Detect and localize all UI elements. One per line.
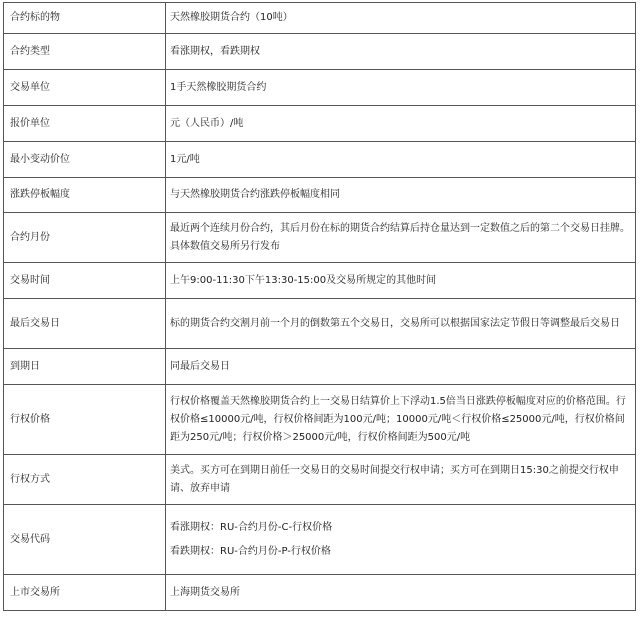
table-row (4, 455, 636, 505)
row-value: 1手天然橡胶期货合约 (166, 70, 636, 106)
row-label: 上市交易所 (4, 575, 166, 611)
table-row (4, 106, 636, 142)
row-label: 交易时间 (4, 263, 166, 299)
table-row (4, 299, 636, 349)
row-label: 合约月份 (4, 213, 166, 263)
row-label: 合约标的物 (4, 3, 166, 34)
table-row (4, 263, 636, 299)
row-label: 涨跌停板幅度 (4, 178, 166, 213)
row-label: 最后交易日 (4, 299, 166, 349)
table-row (4, 178, 636, 213)
row-value: 元（人民币）/吨 (166, 106, 636, 142)
contract-spec-table (3, 2, 636, 611)
row-value: 行权价格覆盖天然橡胶期货合约上一交易日结算价上下浮动1.5倍当日涨跌停板幅度对应的价格范围。行权价格≤10000元/吨，行权价格间距为100元/吨；10000元/吨＜行权价格≤25000元/吨，行权价格间距为250元/吨；行权价格＞25000元/吨，行权价格间距为500元/吨 (166, 385, 636, 455)
row-value: 上午9:00-11:30下午13:30-15:00及交易所规定的其他时间 (166, 263, 636, 299)
row-label: 交易单位 (4, 70, 166, 106)
table-row (4, 70, 636, 106)
table-row (4, 3, 636, 34)
row-value: 看涨期权，看跌期权 (166, 34, 636, 70)
table-row (4, 575, 636, 611)
table-row (4, 213, 636, 263)
table-row (4, 349, 636, 385)
row-label: 行权方式 (4, 455, 166, 505)
row-label: 到期日 (4, 349, 166, 385)
row-value: 标的期货合约交割月前一个月的倒数第五个交易日，交易所可以根据国家法定节假日等调整最后交易日 (166, 299, 636, 349)
row-label: 行权价格 (4, 385, 166, 455)
put-option-code: 看跌期权：RU-合约月份-P-行权价格 (170, 545, 331, 557)
row-value: 美式。买方可在到期日前任一交易日的交易时间提交行权申请；买方可在到期日15:30之前提交行权申请、放弃申请 (166, 455, 636, 505)
row-value: 天然橡胶期货合约（10吨） (166, 3, 636, 34)
table-row (4, 34, 636, 70)
table-row (4, 505, 636, 575)
row-value: 最近两个连续月份合约，其后月份在标的期货合约结算后持仓量达到一定数值之后的第二个交易日挂牌。具体数值交易所另行发布 (166, 213, 636, 263)
row-label: 合约类型 (4, 34, 166, 70)
table-row (4, 142, 636, 178)
row-value (166, 505, 636, 575)
row-value: 同最后交易日 (166, 349, 636, 385)
row-value: 与天然橡胶期货合约涨跌停板幅度相同 (166, 178, 636, 213)
table-row (4, 385, 636, 455)
row-label: 交易代码 (4, 505, 166, 575)
row-label: 报价单位 (4, 106, 166, 142)
row-value: 上海期货交易所 (166, 575, 636, 611)
row-label: 最小变动价位 (4, 142, 166, 178)
call-option-code: 看涨期权：RU-合约月份-C-行权价格 (170, 521, 333, 533)
row-value: 1元/吨 (166, 142, 636, 178)
